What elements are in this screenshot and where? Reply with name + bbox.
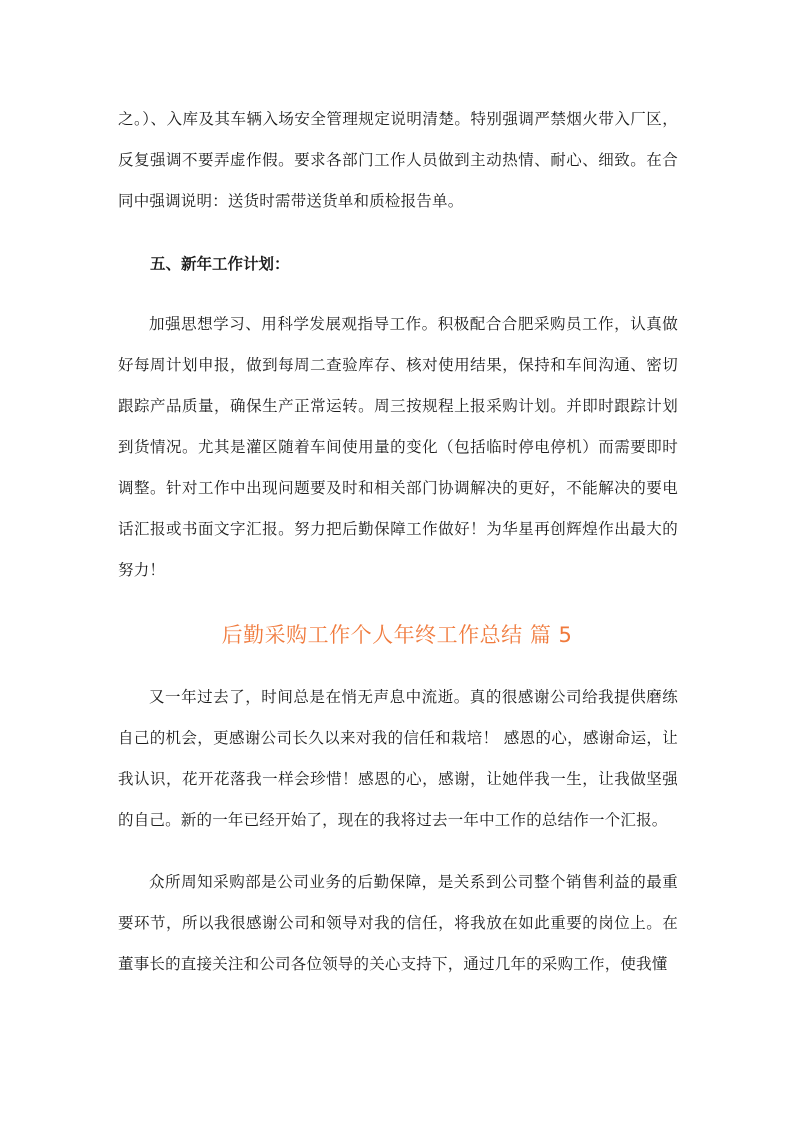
paragraph-continuation: 之。）、入库及其车辆入场安全管理规定说明清楚。特别强调严禁烟火带入厂区，反复强调不要弄虚作假。要求各部门工作人员做到主动热情、耐心、细致。在合同中强调说明：送货时需带送货单和质检报告单。 <box>118 110 678 210</box>
paragraph-intro: 又一年过去了，时间总是在悄无声息中流逝。真的很感谢公司给我提供磨练自己的机会，更感谢公司长久以来对我的信任和栽培！ 感恩的心，感谢命运，让我认识，花开花落我一样会珍惜！感恩的心，感谢，让她伴我一生，让我做坚强的自己。新的一年已经开始了，现在的我将过去一年中工作的总结作一个汇报。 <box>118 688 678 829</box>
article-title: 后勤采购工作个人年终工作总结 篇 5 <box>221 623 573 647</box>
paragraph-body: 众所周知采购部是公司业务的后勤保障，是关系到公司整个销售利益的最重要环节，所以我很感谢公司和领导对我的信任，将我放在如此重要的岗位上。在董事长的直接关注和公司各位领导的关心支持下，通过几年的采购工作，使我懂 <box>118 873 678 973</box>
section-heading-new-year-plan: 五、新年工作计划： <box>150 255 290 273</box>
paragraph-work-plan: 加强思想学习、用科学发展观指导工作。积极配合合肥采购员工作，认真做好每周计划申报，做到每周二查验库存、核对使用结果，保持和车间沟通、密切跟踪产品质量，确保生产正常运转。周三按规程上报采购计划。并即时跟踪计划到货情况。尤其是灌区随着车间使用量的变化（包括临时停电停机）而需要即时调整。针对工作中出现问题要及时和相关部门协调解决的更好，不能解决的要电话汇报或书面文字汇报。努力把后勤保障工作做好！为华星再创辉煌作出最大的努力！ <box>118 315 678 579</box>
